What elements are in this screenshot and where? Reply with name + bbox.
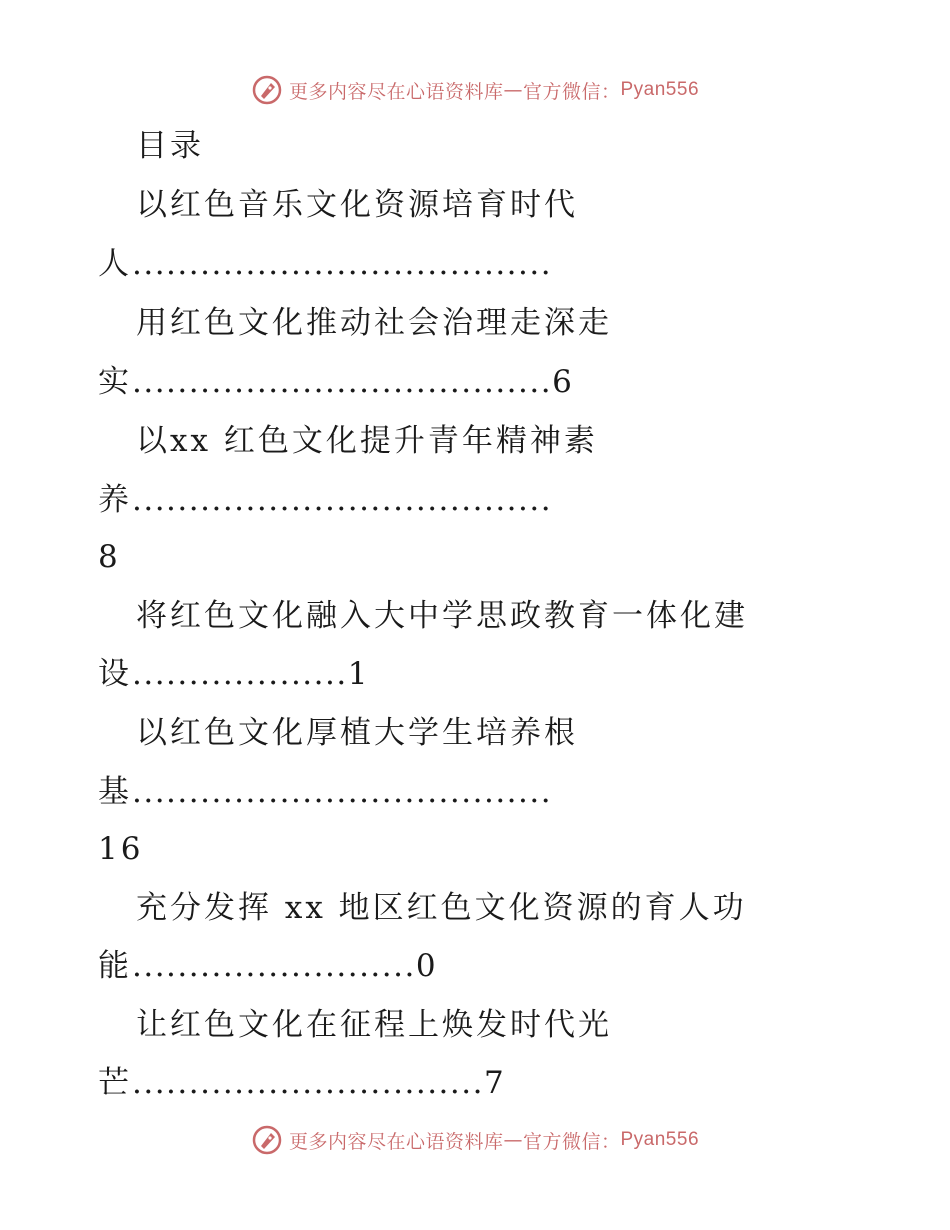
toc-entry-title: 以xx 红色文化提升青年精神素 xyxy=(136,423,598,459)
toc-entry-title: 用红色文化推动社会治理走深走 xyxy=(136,305,612,341)
toc-entry-page: 1 xyxy=(347,656,371,692)
watermark-wechat-label: 官方微信： xyxy=(522,1130,621,1153)
toc-entry-dots: ..................................... xyxy=(132,482,553,518)
watermark-separator: — xyxy=(503,79,523,101)
toc-entry-tail: 养 xyxy=(98,482,132,518)
toc-entry-tail: 人 xyxy=(98,246,132,282)
toc-entry-title: 将红色文化融入大中学思政教育一体化建 xyxy=(136,598,748,634)
pen-nib-icon xyxy=(251,74,283,106)
toc-entry-page: 7 xyxy=(483,1065,507,1101)
toc-entry-tail: 能 xyxy=(98,948,132,984)
toc-entry-dots: ..................................... xyxy=(132,246,553,282)
watermark-text: 更多内容尽在心语资料库 xyxy=(288,80,504,103)
toc-entry-dots: ................... xyxy=(132,656,348,692)
watermark-wechat-id: Pyan556 xyxy=(620,79,700,100)
toc-entry-leader xyxy=(98,362,575,402)
toc-entry-page: 0 xyxy=(415,948,439,984)
toc-entry-title: 以红色音乐文化资源培育时代 xyxy=(136,187,578,223)
toc-entry-leader xyxy=(98,772,552,812)
toc-entry-tail: 芒 xyxy=(98,1065,132,1101)
toc-entry-page: 16 xyxy=(98,831,144,867)
toc-entry-leader xyxy=(98,1063,507,1103)
toc-entry-dots: ..................................... xyxy=(132,364,553,400)
toc-entry-tail: 基 xyxy=(98,774,132,810)
toc-entry-leader xyxy=(98,480,552,520)
watermark-wechat-id: Pyan556 xyxy=(620,1129,700,1150)
toc-heading: 目录 xyxy=(136,128,204,164)
watermark-banner-bottom xyxy=(0,1120,950,1160)
toc-entry-title: 充分发挥 xx 地区红色文化资源的育人功 xyxy=(136,890,747,926)
toc-entry-page: 6 xyxy=(552,364,575,400)
watermark-banner-top xyxy=(0,70,950,110)
toc-entry-leader xyxy=(98,244,552,284)
watermark-wechat-label: 官方微信： xyxy=(522,80,621,103)
toc-entry-leader xyxy=(98,654,370,694)
toc-entry-title: 以红色文化厚植大学生培养根 xyxy=(136,715,578,751)
toc-entry-dots: ..................................... xyxy=(132,774,553,810)
pen-nib-icon xyxy=(251,1124,283,1156)
watermark-separator: — xyxy=(503,1129,523,1151)
toc-entry-leader xyxy=(98,946,439,986)
toc-entry-tail: 设 xyxy=(98,656,132,692)
toc-entry-dots: ............................... xyxy=(132,1065,484,1101)
toc-entry-tail: 实 xyxy=(98,364,132,400)
toc-entry-title: 让红色文化在征程上焕发时代光 xyxy=(136,1007,612,1043)
toc-entry-dots: ......................... xyxy=(132,948,416,984)
watermark-text: 更多内容尽在心语资料库 xyxy=(288,1130,504,1153)
toc-entry-page: 8 xyxy=(98,539,121,575)
